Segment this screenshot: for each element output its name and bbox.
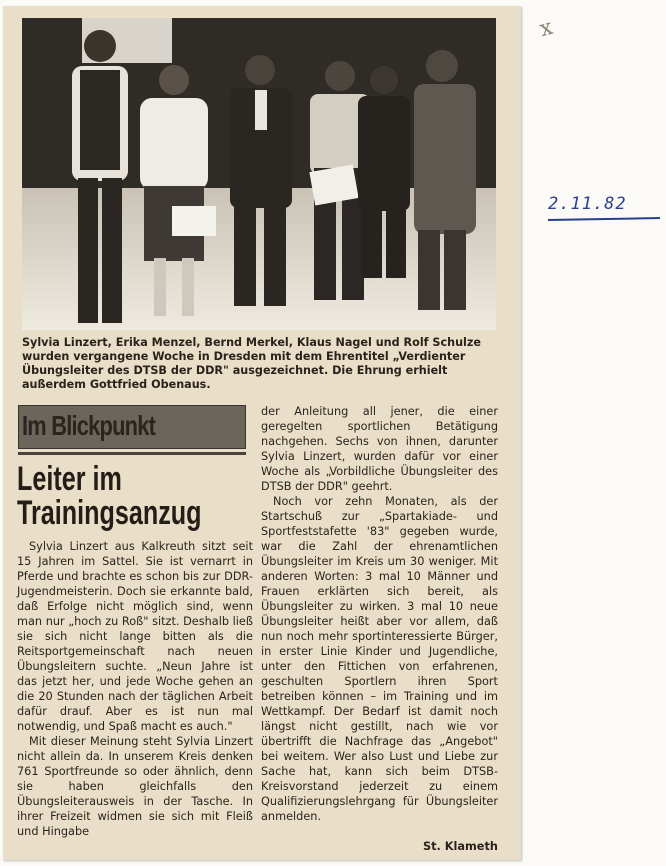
paragraph: Noch vor zehn Monaten, als der Startschuß zur „Spartakiade- und Sportfeststafette '83" gegeben wurde, war die Zahl der ehrenamtlichen Übungsleiter im Kreis um 30 weniger. Mit anderen Worten: 3 mal 10 Männer und Frauen erklärten sich bereit, als Übungsleiter zu wirken. 3 mal 10 neue Übungsleiter heißt aber vor allem, daß nun noch mehr sportinteressierte Bürger, in erster Linie Kinder und Jugendliche, unter den Fittichen von erfahrenen, geschulten Sportlern ihren Sport betreiben können – im Training und im Wettkampf. Der Bedarf ist damit noch längst nicht gestillt, nach wie vor übertrifft die Nachfrage das „Angebot" bei weitem. Wer also Lust und Liebe zur Sache hat, kann sich beim DTSB-Kreisvorstand jederzeit zu einem Qualifizierungslehrgang für Übungsleiter anmelden. — [261, 495, 498, 823]
paragraph: Sylvia Linzert aus Kalkreuth sitzt seit 15 Jahren im Sattel. Sie ist vernarrt in Pferde und brachte es schon bis zur DDR-Jugendmeisterin. Doch sie erkannte bald, daß Erfolge nicht möglich sind, wenn man nur „hoch zu Roß" sitzt. Deshalb ließ sie sich nicht lange bitten als die Reitsportgemeinschaft nach neuen Übungsleitern suchte. „Neun Jahre ist das jetzt her, und jede Woche gehen an die 20 Stunden nach der täglichen Arbeit dafür drauf. Aber es ist nun mal notwendig, und Spaß macht es auch." — [17, 540, 253, 733]
group-photo — [22, 18, 496, 330]
photo-caption: Sylvia Linzert, Erika Menzel, Bernd Merkel, Klaus Nagel und Rolf Schulze wurden vergangene Woche in Dresden mit dem Ehrentitel „Verdienter Übungsleiter des DTSB der DDR" ausgezeichnet. Die Ehrung erhielt außerdem Gottfried Obenaus. — [22, 336, 481, 391]
photo-graphic — [22, 18, 496, 330]
headline-line-2: Trainingsanzug — [17, 494, 202, 532]
paragraph: der Anleitung all jener, die einer geregelten sportlichen Betätigung nachgehen. Sechs von ihnen, darunter Sylvia Linzert, wurden dafür vor einer Woche als „Vorbildliche Übungsleiter des DTSB der DDR" geehrt. — [261, 405, 498, 493]
article-column-1 — [17, 539, 253, 839]
paragraph: Mit dieser Meinung steht Sylvia Linzert nicht allein da. In unserem Kreis denken 761 Sportfreunde so oder ähnlich, denn sie haben gleichfalls den Übungsleiterausweis in der Tasche. In ihrer Freizeit widmen sie sich mit Fleiß und Hingabe — [17, 735, 253, 838]
kicker-divider — [18, 452, 246, 455]
author-byline: St. Klameth — [423, 840, 498, 853]
handwritten-mark: x — [536, 14, 556, 43]
section-kicker — [18, 405, 246, 449]
kicker-label: Im Blickpunkt — [22, 410, 156, 441]
handwritten-date: 2.11.82 — [548, 194, 627, 214]
date-underline — [548, 217, 660, 221]
article-column-2 — [261, 404, 498, 824]
headline-line-1: Leiter im — [17, 460, 122, 498]
headline — [17, 462, 202, 530]
